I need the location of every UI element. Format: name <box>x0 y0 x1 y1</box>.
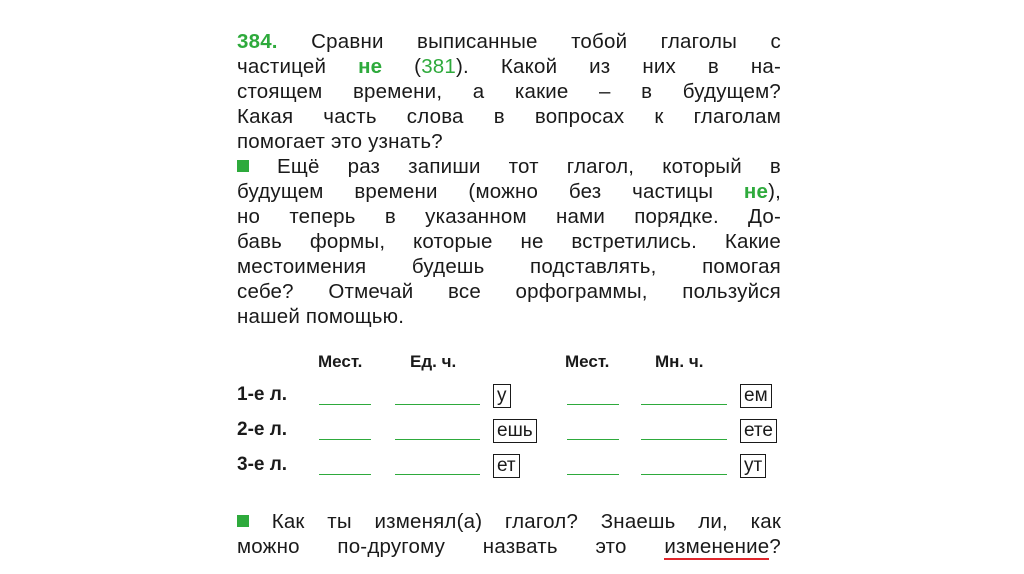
ending-box-pl-2: ете <box>740 419 777 443</box>
ending-box-sg-3: ет <box>493 454 520 478</box>
exercise-line-1 <box>237 30 781 55</box>
task2-line-4: бавь формы, которые не встретились. Какие <box>237 230 781 253</box>
row-label-3rd-person: 3-е л. <box>237 454 288 475</box>
exercise-line-2 <box>237 55 781 80</box>
blank-verb-pl-2[interactable] <box>641 439 727 440</box>
para2-line2-text-a: будущем времени (можно без частицы <box>237 180 714 203</box>
particle-ne-2: не <box>743 180 769 203</box>
exercise-number: 384. <box>237 30 278 53</box>
para1-line2-text-c: ). Какой из них в на- <box>456 55 781 78</box>
ending-box-sg-2: ешь <box>493 419 537 443</box>
blank-pronoun-pl-3[interactable] <box>567 474 619 475</box>
blank-pronoun-sg-3[interactable] <box>319 474 371 475</box>
blank-pronoun-pl-1[interactable] <box>567 404 619 405</box>
row-label-1st-person: 1-е л. <box>237 384 288 405</box>
blank-pronoun-sg-1[interactable] <box>319 404 371 405</box>
particle-ne: не <box>358 55 383 78</box>
blank-verb-sg-3[interactable] <box>395 474 480 475</box>
para2-line1-text: Ещё раз запиши тот глагол, который в <box>277 155 781 178</box>
task2-line-6: себе? Отмечай все орфограммы, пользуйся <box>237 280 781 303</box>
underlined-word-izmenenie: изменение <box>664 535 770 558</box>
task2-line-3: но теперь в указанном нами порядке. До- <box>237 205 781 228</box>
task2-line-5: местоимения будешь подставлять, помогая <box>237 255 781 278</box>
task2-line-1 <box>237 155 781 180</box>
header-pronoun-plural: Мест. <box>565 352 610 371</box>
question-mark: ? <box>769 535 781 558</box>
para3-line2-tail <box>664 535 781 560</box>
task2-line-2 <box>237 180 781 205</box>
header-plural: Мн. ч. <box>655 352 704 371</box>
para3-line2-text-a: можно по-другому назвать это <box>237 535 627 558</box>
para1-line1-text: Сравни выписанные тобой глаголы с <box>311 30 781 53</box>
ref-number: 381 <box>421 55 457 78</box>
green-square-marker-icon-2 <box>237 515 249 527</box>
exercise-line-5: помогает это узнать? <box>237 130 443 153</box>
header-pronoun-singular: Мест. <box>318 352 363 371</box>
exercise-line-3: стоящем времени, а какие – в будущем? <box>237 80 781 103</box>
para2-line2-text-b: ), <box>768 180 781 203</box>
blank-verb-pl-1[interactable] <box>641 404 727 405</box>
blank-pronoun-pl-2[interactable] <box>567 439 619 440</box>
ending-box-pl-1: ем <box>740 384 772 408</box>
blank-verb-sg-1[interactable] <box>395 404 480 405</box>
para1-line2-text-a: частицей <box>237 55 327 78</box>
row-label-2nd-person: 2-е л. <box>237 419 288 440</box>
task3-line-2 <box>237 535 781 560</box>
blank-verb-pl-3[interactable] <box>641 474 727 475</box>
para2-line2-tail <box>744 180 781 203</box>
blank-pronoun-sg-2[interactable] <box>319 439 371 440</box>
task2-line-7: нашей помощью. <box>237 305 405 328</box>
exercise-line-4: Какая часть слова в вопросах к глаголам <box>237 105 781 128</box>
ending-box-pl-3: ут <box>740 454 766 478</box>
green-square-marker-icon <box>237 160 249 172</box>
ref-open-paren: ( <box>414 55 422 78</box>
exercise-reference <box>414 55 781 78</box>
header-singular: Ед. ч. <box>410 352 457 371</box>
para3-line1-text: Как ты изменял(а) глагол? Знаешь ли, как <box>271 510 781 533</box>
ending-box-sg-1: у <box>493 384 511 408</box>
task3-line-1 <box>237 510 781 535</box>
blank-verb-sg-2[interactable] <box>395 439 480 440</box>
